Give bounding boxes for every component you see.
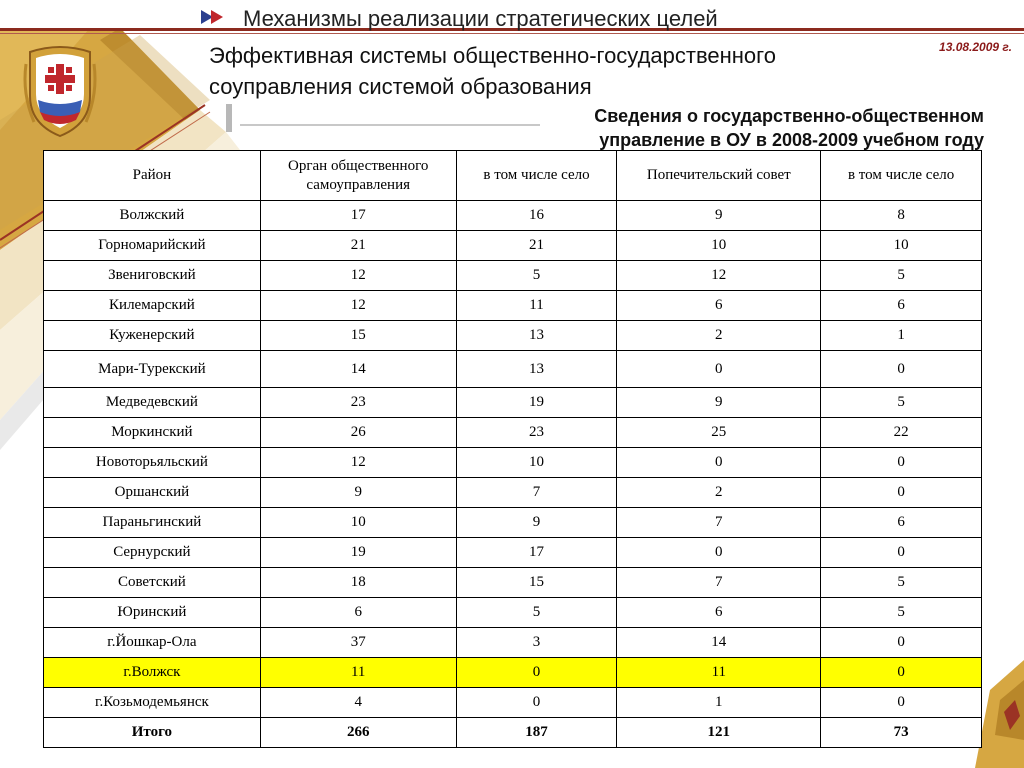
- district-cell: г.Йошкар-Ола: [44, 628, 261, 658]
- value-cell: 9: [617, 388, 821, 418]
- table-row: [44, 568, 982, 598]
- accent-bar: [226, 104, 232, 132]
- table-row: [44, 688, 982, 718]
- table-row: [44, 418, 982, 448]
- value-cell: 9: [617, 201, 821, 231]
- value-cell: 0: [821, 351, 982, 388]
- value-cell: 10: [456, 448, 617, 478]
- value-cell: 16: [456, 201, 617, 231]
- value-cell: 19: [260, 538, 456, 568]
- value-cell: 6: [821, 508, 982, 538]
- table-header-row: [44, 151, 982, 201]
- district-cell: Мари-Турекский: [44, 351, 261, 388]
- value-cell: 7: [617, 568, 821, 598]
- value-cell: 0: [821, 478, 982, 508]
- column-header: в том числе село: [821, 151, 982, 201]
- value-cell: 25: [617, 418, 821, 448]
- table-row: [44, 291, 982, 321]
- value-cell: 4: [260, 688, 456, 718]
- table-row: [44, 388, 982, 418]
- value-cell: 5: [456, 598, 617, 628]
- district-cell: Советский: [44, 568, 261, 598]
- district-cell: Звениговский: [44, 261, 261, 291]
- date-label: 13.08.2009 г.: [939, 40, 1012, 54]
- value-cell: 14: [617, 628, 821, 658]
- value-cell: 37: [260, 628, 456, 658]
- table-total-row: [44, 718, 982, 748]
- table-row: [44, 628, 982, 658]
- district-cell: Куженерский: [44, 321, 261, 351]
- subtitle-line: Эффективная системы общественно-государственного: [209, 43, 776, 68]
- value-cell: 6: [260, 598, 456, 628]
- caption-line: управление в ОУ в 2008-2009 учебном году: [599, 130, 984, 150]
- value-cell: 14: [260, 351, 456, 388]
- value-cell: 0: [821, 688, 982, 718]
- table-row: [44, 478, 982, 508]
- district-cell: г.Козьмодемьянск: [44, 688, 261, 718]
- value-cell: 0: [821, 658, 982, 688]
- district-cell: Волжский: [44, 201, 261, 231]
- table-row: [44, 598, 982, 628]
- value-cell: 5: [821, 388, 982, 418]
- value-cell: 11: [456, 291, 617, 321]
- district-cell: Килемарский: [44, 291, 261, 321]
- double-arrow-icon: [201, 10, 227, 24]
- value-cell: 0: [617, 351, 821, 388]
- value-cell: 6: [821, 291, 982, 321]
- value-cell: 1: [821, 321, 982, 351]
- table-row: [44, 448, 982, 478]
- value-cell: 12: [617, 261, 821, 291]
- value-cell: 8: [821, 201, 982, 231]
- table-row: [44, 261, 982, 291]
- district-cell: Новоторьяльский: [44, 448, 261, 478]
- column-header: Район: [44, 151, 261, 201]
- value-cell: 9: [260, 478, 456, 508]
- data-table: [43, 150, 982, 748]
- value-cell: 9: [456, 508, 617, 538]
- value-cell: 12: [260, 261, 456, 291]
- value-cell: 17: [260, 201, 456, 231]
- value-cell: 12: [260, 291, 456, 321]
- value-cell: 0: [821, 628, 982, 658]
- value-cell: 5: [456, 261, 617, 291]
- district-cell: Моркинский: [44, 418, 261, 448]
- value-cell: 11: [617, 658, 821, 688]
- value-cell: 3: [456, 628, 617, 658]
- value-cell: 0: [456, 658, 617, 688]
- value-cell: 2: [617, 321, 821, 351]
- table-row: [44, 508, 982, 538]
- page-title: Механизмы реализации стратегических целей: [243, 6, 718, 31]
- caption-line: Сведения о государственно-общественном: [594, 106, 984, 126]
- column-header: Орган общественного самоуправления: [260, 151, 456, 201]
- value-cell: 21: [456, 231, 617, 261]
- value-cell: 0: [821, 448, 982, 478]
- value-cell: 15: [260, 321, 456, 351]
- value-cell: 15: [456, 568, 617, 598]
- value-cell: 12: [260, 448, 456, 478]
- subtitle-line: соуправления системой образования: [209, 74, 592, 99]
- value-cell: 266: [260, 718, 456, 748]
- value-cell: 2: [617, 478, 821, 508]
- district-cell: г.Волжск: [44, 658, 261, 688]
- value-cell: 18: [260, 568, 456, 598]
- value-cell: 6: [617, 291, 821, 321]
- value-cell: 22: [821, 418, 982, 448]
- table-row: [44, 538, 982, 568]
- value-cell: 121: [617, 718, 821, 748]
- table-row: [44, 201, 982, 231]
- district-cell: Итого: [44, 718, 261, 748]
- caption-rule: [240, 124, 540, 126]
- value-cell: 1: [617, 688, 821, 718]
- value-cell: 13: [456, 351, 617, 388]
- value-cell: 10: [260, 508, 456, 538]
- value-cell: 187: [456, 718, 617, 748]
- table-row: [44, 658, 982, 688]
- district-cell: Параньгинский: [44, 508, 261, 538]
- value-cell: 10: [617, 231, 821, 261]
- value-cell: 21: [260, 231, 456, 261]
- value-cell: 26: [260, 418, 456, 448]
- coat-of-arms-emblem: [20, 44, 100, 140]
- value-cell: 73: [821, 718, 982, 748]
- district-cell: Сернурский: [44, 538, 261, 568]
- value-cell: 0: [617, 538, 821, 568]
- value-cell: 23: [260, 388, 456, 418]
- column-header: Попечительский совет: [617, 151, 821, 201]
- table-row: [44, 231, 982, 261]
- value-cell: 23: [456, 418, 617, 448]
- table-row: [44, 321, 982, 351]
- value-cell: 7: [456, 478, 617, 508]
- value-cell: 0: [821, 538, 982, 568]
- district-cell: Юринский: [44, 598, 261, 628]
- value-cell: 5: [821, 598, 982, 628]
- district-cell: Оршанский: [44, 478, 261, 508]
- district-cell: Медведевский: [44, 388, 261, 418]
- value-cell: 0: [617, 448, 821, 478]
- value-cell: 17: [456, 538, 617, 568]
- value-cell: 6: [617, 598, 821, 628]
- subtitle: [209, 40, 776, 102]
- value-cell: 5: [821, 261, 982, 291]
- value-cell: 7: [617, 508, 821, 538]
- table-caption: [594, 104, 984, 152]
- title-rule-thin: [0, 33, 1024, 34]
- value-cell: 19: [456, 388, 617, 418]
- table-row: [44, 351, 982, 388]
- value-cell: 13: [456, 321, 617, 351]
- value-cell: 0: [456, 688, 617, 718]
- value-cell: 11: [260, 658, 456, 688]
- district-cell: Горномарийский: [44, 231, 261, 261]
- column-header: в том числе село: [456, 151, 617, 201]
- value-cell: 10: [821, 231, 982, 261]
- value-cell: 5: [821, 568, 982, 598]
